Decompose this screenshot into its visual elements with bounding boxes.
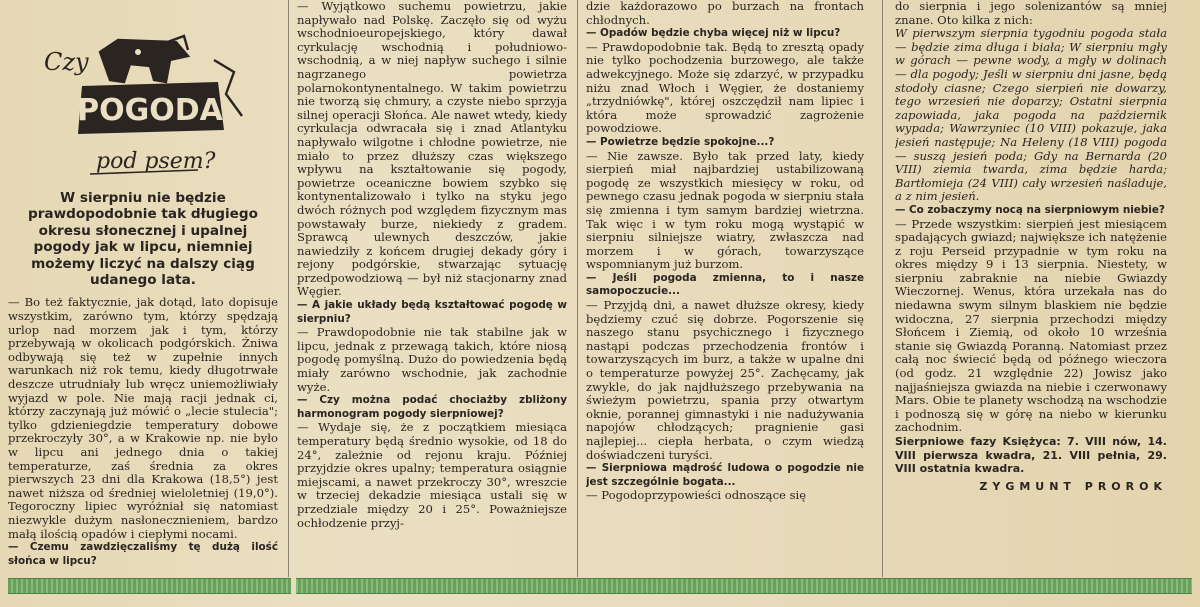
logo-bottom-text: pod psem? [96, 149, 216, 174]
column-3 [586, 0, 864, 579]
question: — Czemu zawdzięczaliśmy tę dużą ilość słońca w lipcu? [8, 541, 278, 567]
question: — Co zobaczymy nocą na sierpniowym niebie? [895, 203, 1165, 216]
paragraph: — Nie zawsze. Było tak przed laty, kiedy sierpień miał najbardziej ustabilizowaną pogodę ze wszystkich miesięcy w roku, od pewnego czasu jednak pogoda w sierpniu stała się zmienna i tym samym bardziej wietrzna. Tak więc i w tym roku mogą wystąpić w sierpniu silniejsze wiatry, zwłaszcza nad morzem i w górach, towarzyszące wspomnianym już burzom. [586, 148, 864, 272]
question: — A jakie układy będą kształtować pogodę w sierpniu? [297, 299, 567, 325]
question: — Jeśli pogoda zmienna, to i nasze samopoczucie... [586, 271, 864, 298]
question: — Opadów będzie chyba więcej niż w lipcu? [586, 27, 841, 40]
paragraph: — Prawdopodobnie nie tak stabilne jak w lipcu, jednak z przewagą takich, które niosą pogodę pomyślną. Dużo do powiedzenia będą miały zarówno wschodnie, jak zachodnie wyże. [297, 325, 567, 394]
paragraph: dzie każdorazowo po burzach na frontach chłodnych. [586, 0, 864, 27]
paragraph: — Bo też faktycznie, jak dotąd, lato dopisuje wszystkim, zarówno tym, którzy spędzają urlop nad morzem jak i tym, którzy przebywają w okolicach podgórskich. Żniwa odbywają się też w zupełnie innych warunkach niż rok temu, kiedy długotrwałe deszcze utrudniały lub wręcz uniemożliwiały wyjazd w pole. Nie mają racji jednak ci, którzy zaczynają już mówić o „lecie stulecia"; tylko gdzieniegdzie temperatury dobowe przekroczyły 30°, a w Krakowie np. nie było w lipcu ani jednego dnia o takiej temperaturze, zaś średnia za okres pierwszych 23 dni dla Krakowa (18,5°) jest nawet niższa od średniej wieloletniej (19,0°). Tegoroczny lipiec wyróżniał się natomiast niezwykle dużym nasłonecznieniem, bardzo małą ilością opadów i ciepłymi nocami. [8, 295, 278, 541]
question: — Sierpniowa mądrość ludowa o pogodzie nie jest szczególnie bogata... [586, 462, 864, 488]
author-signature: ZYGMUNT PROROK [979, 479, 1167, 493]
logo-main-text: POGODA [77, 93, 223, 128]
column-divider [882, 0, 883, 577]
column-2 [297, 0, 567, 579]
paragraph: — Przyjdą dni, a nawet dłuższe okresy, kiedy będziemy czuć się dobrze. Pogorszenie się naszego stanu psychicznego i fizycznego nastąpi podczas przechodzenia frontów i towarzyszących im burz, a także w upalne dni o temperaturze powyżej 25°. Zachęcamy, jak zwykle, do jak najdłuższego przebywania na świeżym powietrzu, spania przy otwartym oknie, porannej gimnastyki i nie nadużywania napojów chłodzących; pragnienie gasi najlepiej... ciepła herbata, o czym wiedzą doświadczeni turyści. [586, 298, 864, 462]
paragraph: — Pogodoprzypowieści odnoszące się [586, 488, 807, 503]
paragraph: — Wydaje się, że z początkiem miesiąca temperatury będą średnio wysokie, od 18 do 24°, zależnie od rejonu kraju. Później przyjdzie okres upalny; temperatura osiągnie miejscami, a nawet przekroczy 30°, wreszcie w trzeciej dekadzie miesiąca ustali się w przedziale między 20 i 25°. Poważniejsze ochłodzenie przyj- [297, 420, 567, 530]
moon-phases: Sierpniowe fazy Księżyca: 7. VIII nów, 14. VIII pierwsza kwadra, 21. VIII pełnia, 29. VIII ostatnia kwadra. [895, 435, 1167, 476]
column-1 [8, 0, 278, 579]
paragraph: do sierpnia i jego solenizantów są mniej znane. Oto kilka z nich: [895, 0, 1167, 27]
paragraph: — Wyjątkowo suchemu powietrzu, jakie napływało nad Polskę. Zaczęło się od wyżu wschodnioeuropejskiego, który dawał cyrkulację wschodnią i południowo-wschodnią, a w niej napływ suchego i silnie nagrzanego powietrza polarnokontynentalnego. W takim powietrzu nie tworzą się chmury, a czyste niebo sprzyja silnej operacji Słońca. Ale nawet wtedy, kiedy cyrkulacja odwracała się i znad Atlantyku napływało wilgotne i chłodne powietrze, nie miało to przez dłuższy czas większego wpływu na kształtowanie się pogody, powietrze oceaniczne bowiem szybko się kontynentalizowało i tylko na styku jego dwóch różnych pod względem fizycznym mas powstawały burze, niekiedy z gradem. Sprawcą ulewnych deszczów, jakie nawiedziły z końcem drugiej dekady góry i rejony podgórskie, stwarzając sytuację przedpowodziową — był niż stacjonarny znad Węgier. [297, 0, 567, 299]
paragraph: — Prawdopodobnie tak. Będą to zresztą opady nie tylko pochodzenia burzowego, ale także adwekcyjnego. Może się zdarzyć, w przypadku niżu znad Włoch i Węgier, że dostaniemy „trzydniówkę", której oszczędził nam lipiec i która może sprowadzić zagrożenie powodziowe. [586, 39, 864, 136]
column-4 [895, 0, 1167, 579]
question: — Czy można podać chociażby zbliżony harmonogram pogody sierpniowej? [297, 394, 567, 420]
proverbs-paragraph: W pierwszym sierpnia tygodniu pogoda stała — będzie zima długa i biała; W sierpniu mgły w górach — pewne wody, a mgły w dolinach — dla pogody; Jeśli w sierpniu dni jasne, będą stodoły ciasne; Czego sierpień nie dowarzy, tego wrzesień nie doparzy; Ostatni sierpnia zapowiada, jaka pogoda na październik wypada; Wawrzyniec (10 VIII) pokazuje, jaka jesień następuje; Na Heleny (18 VIII) pogoda — suszą jesień poda; Gdy na Bernarda (20 VIII) ziemia twarda, zima będzie harda; Bartłomieja (24 VIII) cały wrzesień naśladuje, a z nim jesień. [895, 26, 1167, 204]
logo-top-text: Czy [44, 48, 89, 76]
paragraph: — Przede wszystkim: sierpień jest miesiącem spadających gwiazd; największe ich natężenie z roju Perseid przypadnie w tym roku na okres między 9 i 13 sierpnia. Niestety, w sierpniu zabraknie na niebie Gwiazdy Wieczornej. Wenus, która urzekała nas do niedawna swym silnym blaskiem nie będzie widoczna, 27 sierpnia przechodzi między Słońcem i Ziemią, od około 10 września stanie się Gwiazdą Poranną. Natomiast przez całą noc świecić będą od późnego wieczora (od godz. 21 względnie 22) Jowisz jako najjaśniejsza gwiazda na niebie i czerwonawy Mars. Obie te planety wschodzą na wschodzie i podnoszą się w górę na niebo w kierunku zachodnim. [895, 216, 1167, 435]
column-divider [577, 0, 578, 577]
lead-paragraph: W sierpniu nie będzie prawdopodobnie tak długiego okresu słonecznej i upalnej pogody jak w lipcu, niemniej możemy liczyć na dalszy ciąg udanego lata. [28, 190, 258, 289]
decorative-bar [8, 578, 1192, 594]
column-divider [288, 0, 289, 577]
question: — Powietrze będzie spokojne...? [586, 135, 775, 148]
